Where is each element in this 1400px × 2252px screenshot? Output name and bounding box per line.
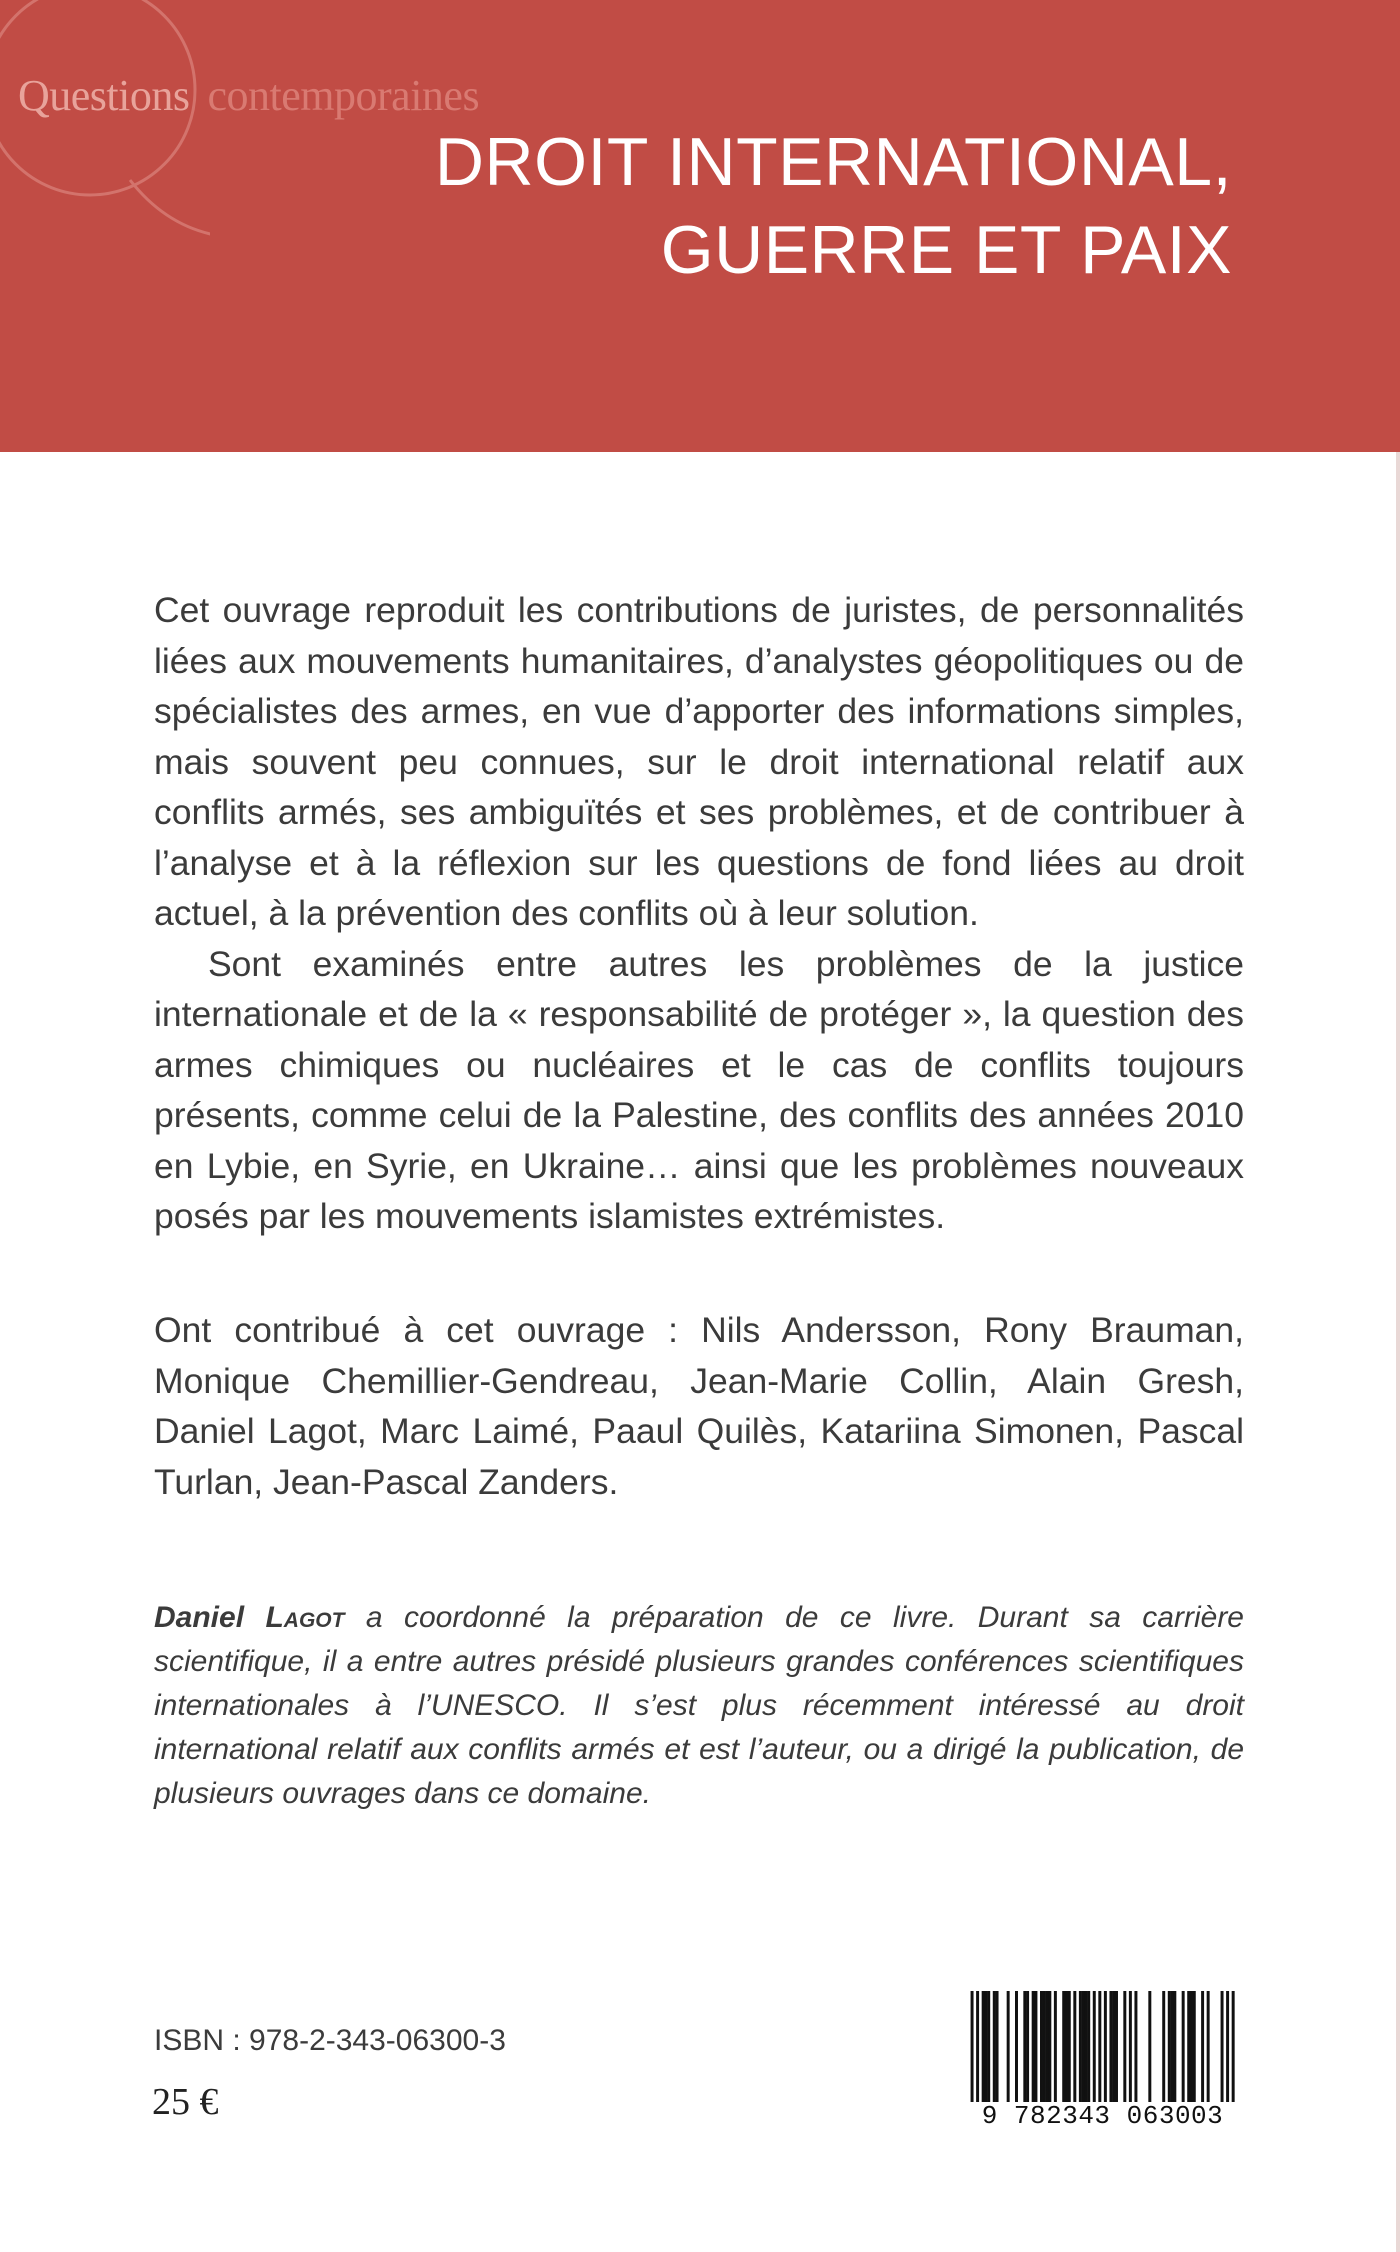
barcode-bar: [987, 1991, 990, 2102]
barcode-bar: [1040, 1991, 1043, 2102]
barcode-bar: [1079, 1991, 1082, 2102]
barcode-bar: [1171, 1991, 1174, 2102]
barcode-bar: [1226, 1991, 1229, 2116]
barcode-bar: [1082, 1991, 1085, 2102]
barcode-digits: 9 782343 063003: [965, 2102, 1240, 2130]
barcode-bar: [1148, 1991, 1151, 2102]
contributors-text: Ont contribué à cet ouvrage : Nils Andersson, Rony Brauman, Monique Chemillier-Gendreau, Jean-Marie Collin, Alain Gresh, Daniel Lagot, Marc Laimé, Paaul Quilès, Katariina Simonen, Pascal Turlan, Jean-Pascal Zanders.: [154, 1310, 1244, 1502]
barcode-bar: [1034, 1991, 1037, 2102]
barcode-bar: [1048, 1991, 1051, 2102]
barcode-bar: [982, 1991, 985, 2102]
author-last-name: Lagot: [265, 1601, 345, 1634]
barcode-bar: [1168, 1991, 1171, 2102]
barcode-bar: [1062, 1991, 1065, 2102]
description-paragraph-2: Sont examinés entre autres les problèmes de la justice internationale et de la « responsabilité de protéger », la question des armes chimiques ou nucléaires et le cas de conflits toujours présents, comme celui de la Palestine, des conflits des années 2010 en Lybie, en Syrie, en Ukraine… ainsi que les problèmes nouveaux posés par les mouvements islamistes extrémistes.: [154, 943, 1244, 1236]
collection-q-logo: [0, 0, 210, 260]
collection-name-part1: Questions: [18, 71, 190, 120]
barcode-bar: [1093, 1991, 1096, 2102]
barcode-bar: [1173, 1991, 1176, 2102]
description-paragraph-1: Cet ouvrage reproduit les contributions de juristes, de personnalités liées aux mouvements humanitaires, d’analystes géopolitiques ou de spécialistes des armes, en vue d’apporter des informations simples, mais souvent peu connues, sur le droit international relatif aux conflits armés, ses ambiguïtés et ses problèmes, et de contribuer à l’analyse et à la réflexion sur les questions de fond liées au droit actuel, à la prévention des conflits où à leur solution.: [154, 590, 1244, 933]
barcode-bar: [1115, 1991, 1118, 2102]
spine-edge: [1396, 452, 1400, 2252]
barcode-bar: [1046, 1991, 1049, 2102]
author-first-name: Daniel: [154, 1601, 245, 1634]
contributors-list: [154, 1305, 1244, 1507]
barcode-bar: [996, 1991, 999, 2102]
barcode-bar: [1187, 1991, 1190, 2102]
barcode-bar: [1098, 1991, 1101, 2116]
barcode-bar: [1123, 1991, 1126, 2102]
barcode-bar: [1182, 1991, 1185, 2102]
barcode-bar: [1193, 1991, 1196, 2102]
barcode-bar: [1104, 1991, 1107, 2116]
author-bio-text: a coordonné la préparation de ce livre. Durant sa carrière scientifique, il a entre autres présidé plusieurs grandes conférences scientifiques internationales à l’UNESCO. Il s’est plus récemment intéressé au droit international relatif aux conflits armés et est l’auteur, ou a dirigé la publication, de plusieurs ouvrages dans ce domaine.: [154, 1601, 1244, 1810]
cover-header: [0, 0, 1400, 452]
barcode-bar: [976, 1991, 979, 2116]
book-description: [154, 585, 1244, 1242]
barcode-bar: [1065, 1991, 1068, 2102]
barcode-bar: [1207, 1991, 1210, 2102]
barcode-bar: [1007, 1991, 1010, 2102]
barcode-bar: [1087, 1991, 1090, 2102]
barcode-bar: [1084, 1991, 1087, 2102]
barcode-bar: [1232, 1991, 1235, 2116]
barcode-bar: [1043, 1991, 1046, 2102]
barcode-bar: [1162, 1991, 1165, 2102]
barcode-bar: [1068, 1991, 1071, 2102]
barcode-bar: [984, 1991, 987, 2102]
book-title-line2: GUERRE ET PAIX: [660, 212, 1232, 288]
barcode-bar: [1129, 1991, 1132, 2102]
barcode-bar: [1054, 1991, 1057, 2102]
collection-name-part2: contemporaines: [207, 71, 480, 120]
barcode-bar: [1134, 1991, 1137, 2102]
barcode-bar: [1109, 1991, 1112, 2102]
book-title: [435, 118, 1232, 294]
barcode-bar: [1032, 1991, 1035, 2102]
collection-name: [18, 70, 479, 121]
barcode-bar: [1112, 1991, 1115, 2102]
barcode-bar: [1190, 1991, 1193, 2102]
barcode-bar: [1073, 1991, 1076, 2102]
barcode: [965, 1991, 1240, 2129]
barcode-bar: [1023, 1991, 1026, 2102]
barcode-bar: [1201, 1991, 1204, 2102]
isbn-label: ISBN : 978-2-343-06300-3: [154, 2024, 506, 2057]
barcode-bar: [971, 1991, 974, 2116]
book-title-line1: DROIT INTERNATIONAL,: [434, 124, 1232, 200]
author-bio: [154, 1596, 1244, 1816]
barcode-bar: [1015, 1991, 1018, 2102]
barcode-bar: [993, 1991, 996, 2102]
price-label: 25 €: [152, 2081, 219, 2123]
barcode-bar: [1026, 1991, 1029, 2102]
barcode-bar: [1221, 1991, 1224, 2102]
